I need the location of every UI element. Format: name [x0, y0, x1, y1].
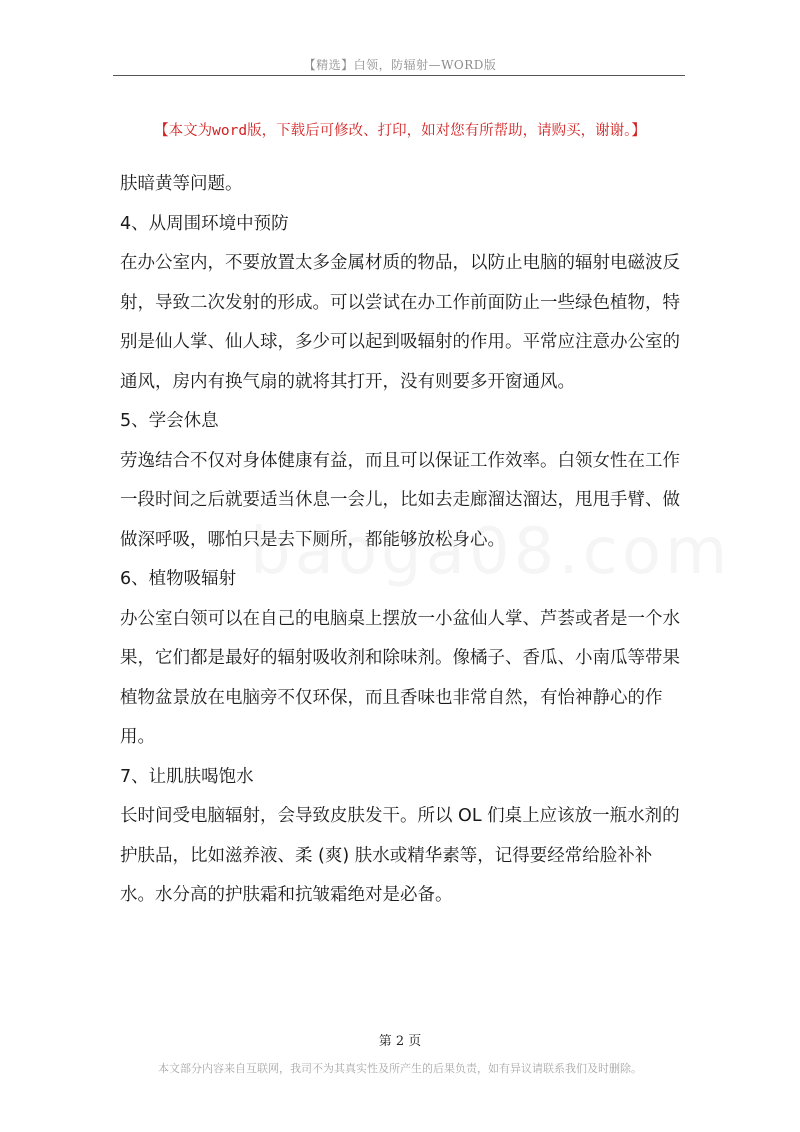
document-body [120, 165, 682, 916]
page-number: 第 2 页 [378, 1034, 422, 1049]
section-heading-6: 6、植物吸辐射 [120, 569, 237, 589]
footer-disclaimer: 本文部分内容来自互联网，我司不为其真实性及所产生的后果负责，如有异议请联系我们及时删除。 [158, 1062, 642, 1075]
paragraph: 在办公室内，不要放置太多金属材质的物品，以防止电脑的辐射电磁波反射，导致二次发射的形成。可以尝试在办工作前面防止一些绿色植物，特别是仙人掌、仙人球，多少可以起到吸辐射的作用。平常应注意办公室的通风，房内有换气扇的就将其打开，没有则要多开窗通风。 [120, 253, 680, 392]
section-heading-7: 7、让肌肤喝饱水 [120, 766, 254, 787]
paragraph: 长时间受电脑辐射，会导致皮肤发干。所以 OL 们桌上应该放一瓶水剂的护肤品，比如滋养液、柔 (爽) 肤水或精华素等，记得要经常给脸补补水。水分高的护肤霜和抗皱霜绝对是必备。 [120, 806, 680, 905]
section-heading-4: 4、从周围环境中预防 [120, 213, 289, 234]
paragraph: 劳逸结合不仅对身体健康有益，而且可以保证工作效率。白领女性在工作一段时间之后就要适当休息一会儿，比如去走廊溜达溜达，甩甩手臂、做做深呼吸，哪怕只是去下厕所，都能够放松身心。 [120, 450, 680, 550]
header-divider [113, 75, 685, 76]
paragraph: 办公室白领可以在自己的电脑桌上摆放一小盆仙人掌、芦荟或者是一个水果，它们都是最好的辐射吸收剂和除味剂。像橘子、香瓜、小南瓜等带果植物盆景放在电脑旁不仅环保，而且香味也非常自然，有怡神静心的作用。 [120, 608, 680, 747]
download-notice: 【本文为word版，下载后可修改、打印，如对您有所帮助，请购买，谢谢。】 [154, 123, 646, 139]
section-heading-5: 5、学会休息 [120, 411, 219, 431]
paragraph-continuation: 肤暗黄等问题。 [120, 174, 243, 194]
page-header: 【精选】白领，防辐射—WORD版 [303, 58, 497, 72]
